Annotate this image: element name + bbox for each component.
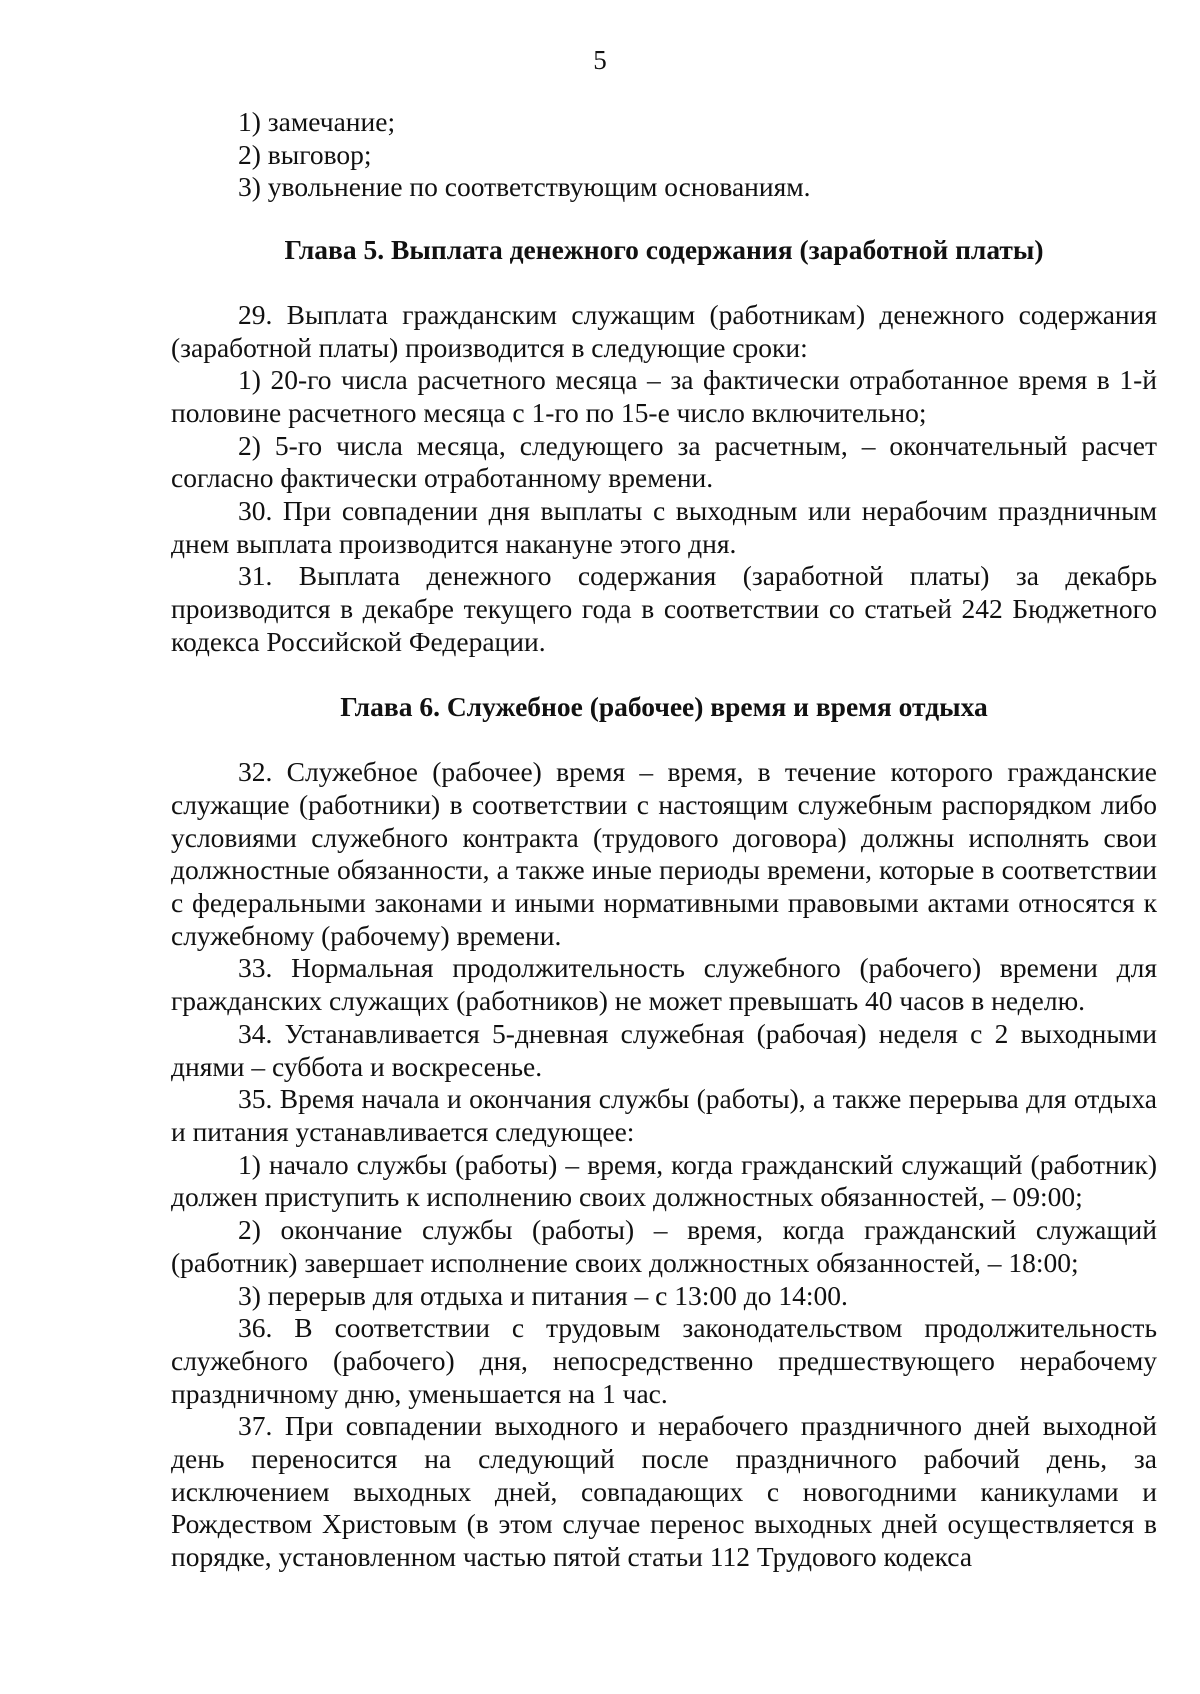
paragraph: 37. При совпадении выходного и нерабочего праздничного дней выходной день переносится на следующий после праздничного рабочий день, за исключением выходных дней, совпадающих с новогодними каникулами и Рождеством Христовым (в этом случае перенос выходных дней осуществляется в порядке, установленном частью пятой статьи 112 Трудового кодекса bbox=[171, 1410, 1157, 1573]
paragraph: 30. При совпадении дня выплаты с выходным или нерабочим праздничным днем выплата производится накануне этого дня. bbox=[171, 495, 1157, 559]
paragraph: 1) 20-го числа расчетного месяца – за фактически отработанное время в 1-й половине расчетного месяца с 1-го по 15-е число включительно; bbox=[171, 364, 1157, 428]
paragraph: 3) перерыв для отдыха и питания – с 13:00 до 14:00. bbox=[238, 1279, 848, 1311]
chapter-5-heading: Глава 5. Выплата денежного содержания (заработной платы) bbox=[284, 234, 1044, 266]
list-item: 2) выговор; bbox=[238, 138, 372, 170]
list-item: 3) увольнение по соответствующим основаниям. bbox=[238, 171, 811, 203]
paragraph: 36. В соответствии с трудовым законодательством продолжительность служебного (рабочего) дня, непосредственно предшествующего нерабочему праздничному дню, уменьшается на 1 час. bbox=[171, 1312, 1157, 1409]
paragraph: 33. Нормальная продолжительность служебного (рабочего) времени для гражданских служащих (работников) не может превышать 40 часов в неделю. bbox=[171, 952, 1157, 1017]
page-content bbox=[171, 106, 1157, 1574]
paragraph: 35. Время начала и окончания службы (работы), а также перерыва для отдыха и питания устанавливается следующее: bbox=[171, 1083, 1157, 1147]
chapter-6-heading: Глава 6. Служебное (рабочее) время и время отдыха bbox=[340, 690, 988, 722]
paragraph: 1) начало службы (работы) – время, когда гражданский служащий (работник) должен приступить к исполнению своих должностных обязанностей, – 09:00; bbox=[171, 1148, 1157, 1213]
paragraph: 31. Выплата денежного содержания (заработной платы) за декабрь производится в декабре текущего года в соответствии со статьей 242 Бюджетного кодекса Российской Федерации. bbox=[171, 560, 1157, 657]
paragraph: 2) 5-го числа месяца, следующего за расчетным, – окончательный расчет согласно фактически отработанному времени. bbox=[171, 429, 1157, 494]
list-item: 1) замечание; bbox=[238, 106, 396, 137]
page-number: 5 bbox=[593, 45, 607, 75]
paragraph: 32. Служебное (рабочее) время – время, в течение которого гражданские служащие (работники) в соответствии с настоящим служебным распорядком либо условиями служебного контракта (трудового договора) должны исполнять свои должностные обязанности, а также иные периоды времени, которые в соответствии с федеральными законами и иными нормативными правовыми актами относятся к служебному (рабочему) времени. bbox=[171, 756, 1157, 951]
paragraph: 34. Устанавливается 5-дневная служебная (рабочая) неделя с 2 выходными днями – суббота и воскресенье. bbox=[171, 1017, 1157, 1082]
paragraph: 2) окончание службы (работы) – время, когда гражданский служащий (работник) завершает исполнение своих должностных обязанностей, – 18:00; bbox=[171, 1214, 1157, 1278]
paragraph: 29. Выплата гражданским служащим (работникам) денежного содержания (заработной платы) производится в следующие сроки: bbox=[171, 298, 1157, 363]
